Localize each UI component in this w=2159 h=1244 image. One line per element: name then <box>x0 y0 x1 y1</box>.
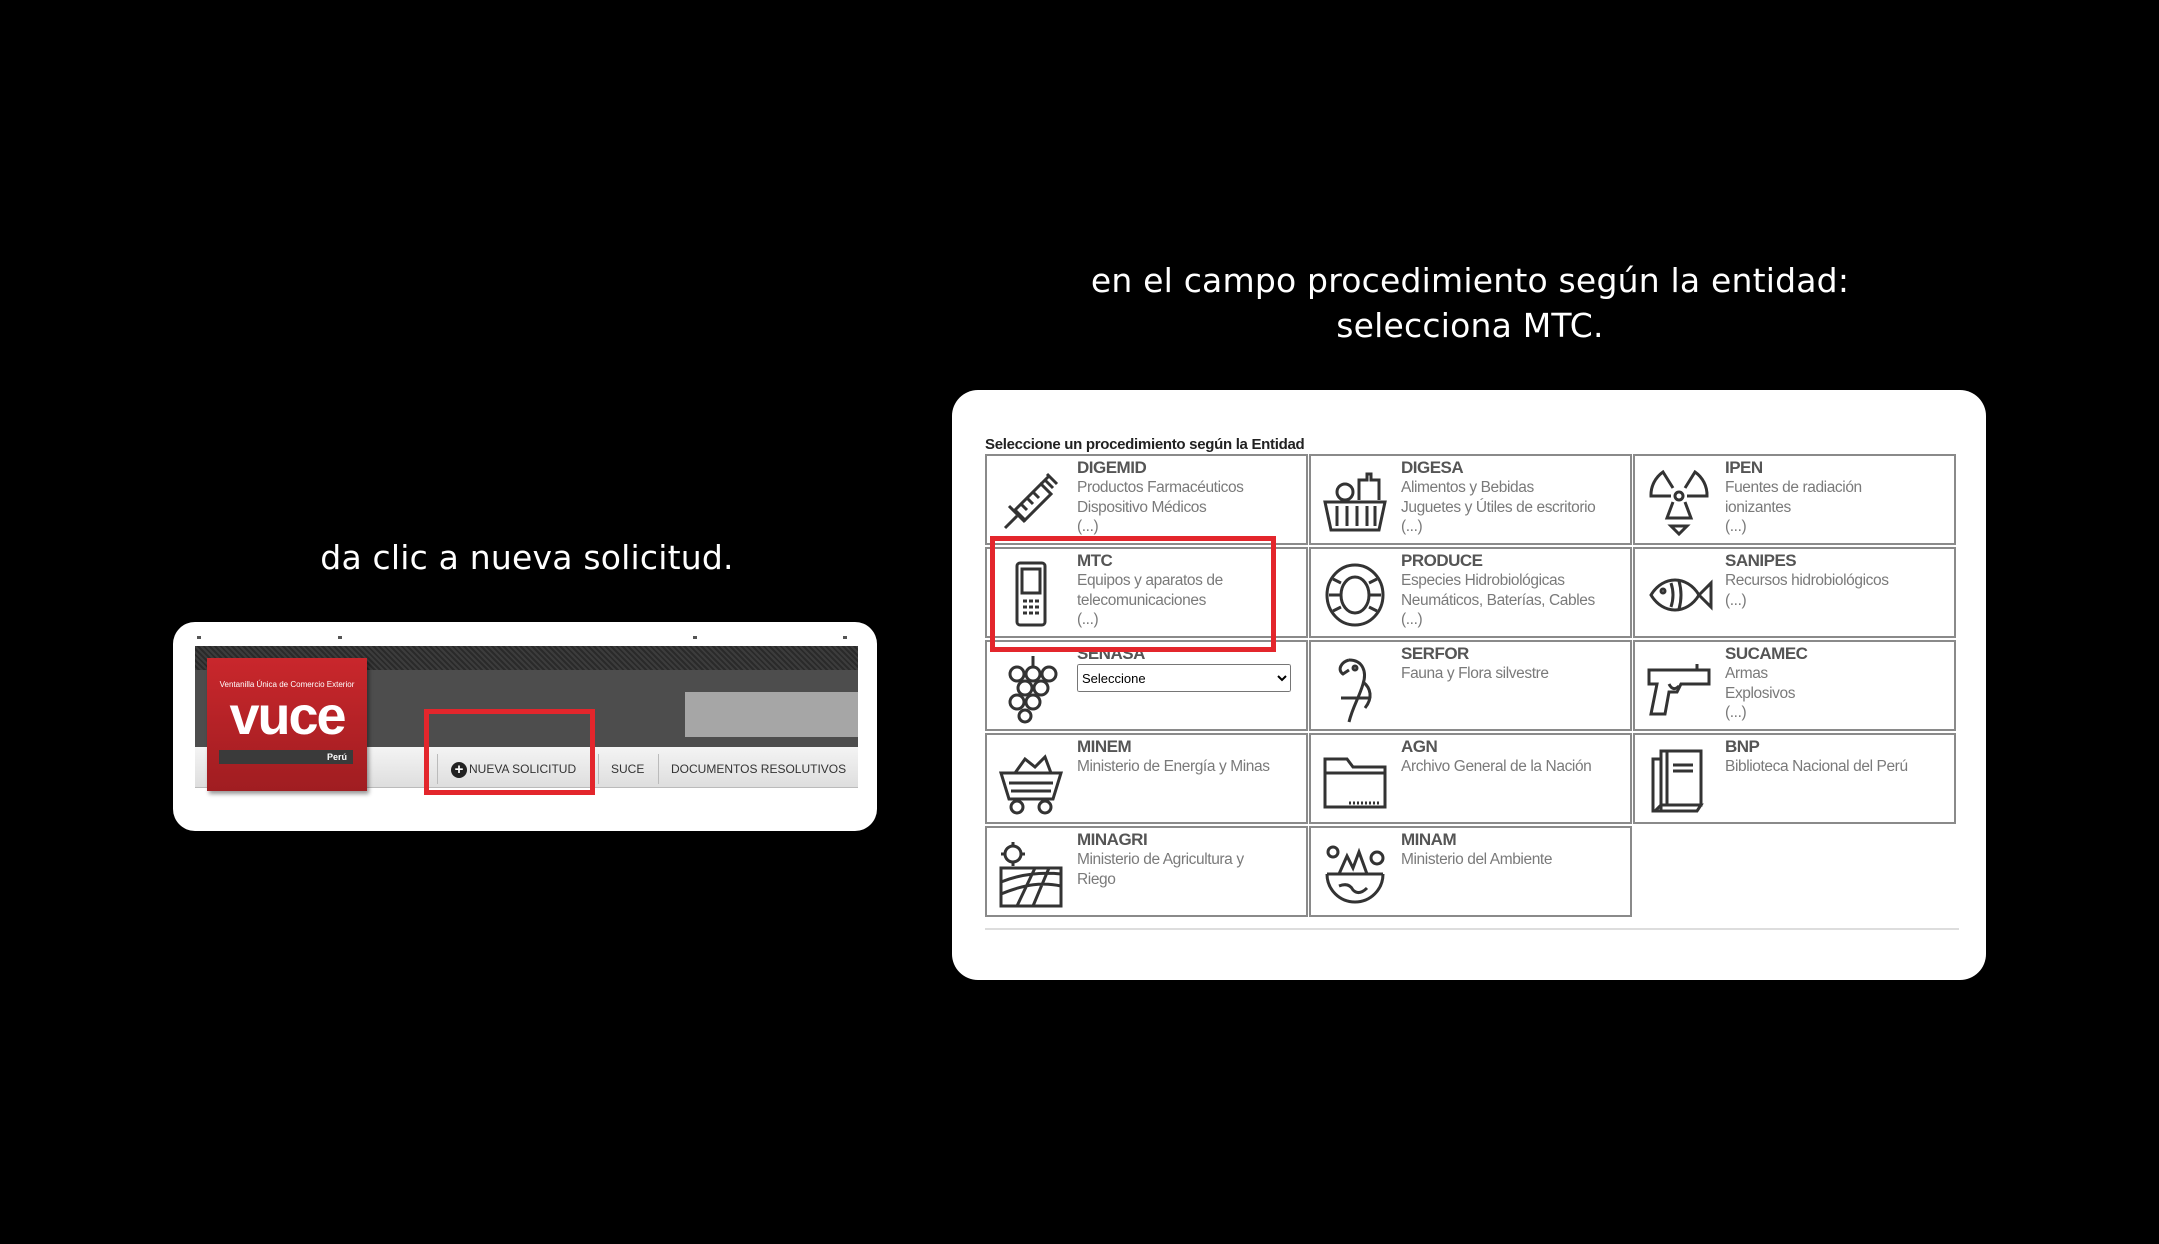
entity-name: MINAM <box>1401 830 1457 849</box>
food-basket-icon <box>1319 466 1391 538</box>
entity-cell-agn[interactable] <box>1309 733 1632 824</box>
entity-cell-sucamec[interactable] <box>1633 640 1956 731</box>
entity-name: BNP <box>1725 737 1760 756</box>
earth-icon <box>1319 838 1391 910</box>
instruction-caption-left: da clic a nueva solicitud. <box>320 538 734 577</box>
nav-documentos-resolutivos[interactable]: DOCUMENTOS RESOLUTIVOS <box>671 762 847 776</box>
radiation-icon <box>1643 466 1715 538</box>
entity-description: Fauna y Flora silvestre <box>1401 665 1549 682</box>
entity-description: Ministerio de Energía y Minas <box>1077 758 1270 775</box>
entity-description: Especies Hidrobiológicas Neumáticos, Baterías, Cables (...) <box>1401 572 1595 628</box>
parrot-icon <box>1319 652 1391 724</box>
nav-divider <box>658 754 659 784</box>
entity-name: MINEM <box>1077 737 1132 756</box>
entity-name: MTC <box>1077 551 1113 570</box>
entity-name: SENASA <box>1077 644 1145 663</box>
entity-cell-bnp[interactable] <box>1633 733 1956 824</box>
entity-name: PRODUCE <box>1401 551 1483 570</box>
entity-description: Archivo General de la Nación <box>1401 758 1592 775</box>
senasa-select[interactable] <box>1077 664 1291 692</box>
entity-cell-ipen[interactable] <box>1633 454 1956 545</box>
entity-name: IPEN <box>1725 458 1763 477</box>
field-icon <box>995 838 1067 910</box>
procedure-grid-title: Seleccione un procedimiento según la Entidad <box>985 436 1305 453</box>
tire-icon <box>1319 559 1391 631</box>
entity-cell-minem[interactable] <box>985 733 1308 824</box>
logo-subtitle: Ventanilla Única de Comercio Exterior <box>219 680 355 689</box>
instruction-line-1: en el campo procedimiento según la entidad: <box>1090 261 1850 300</box>
entity-description: Productos Farmacéuticos Dispositivo Médicos (...) <box>1077 479 1244 535</box>
entity-description: Armas Explosivos (...) <box>1725 665 1796 721</box>
entity-cell-senasa[interactable] <box>985 640 1308 731</box>
entity-cell-digesa[interactable] <box>1309 454 1632 545</box>
entity-name: SANIPES <box>1725 551 1797 570</box>
top-dots <box>173 636 877 639</box>
entity-description: Alimentos y Bebidas Juguetes y Útiles de escritorio (...) <box>1401 479 1596 535</box>
entity-name: AGN <box>1401 737 1438 756</box>
entity-name: SERFOR <box>1401 644 1469 663</box>
entity-grid <box>985 454 1959 912</box>
highlight-box <box>424 709 595 795</box>
header-search-box[interactable] <box>685 692 858 737</box>
entity-cell-produce[interactable] <box>1309 547 1632 638</box>
fish-icon <box>1643 559 1715 631</box>
entity-cell-minagri[interactable] <box>985 826 1308 917</box>
entity-name: MINAGRI <box>1077 830 1148 849</box>
new-request-label: NUEVA SOLICITUD <box>469 762 577 776</box>
vuce-logo[interactable] <box>207 658 367 791</box>
syringe-icon <box>995 466 1067 538</box>
logo-country: Perú <box>326 752 347 762</box>
entity-cell-minam[interactable] <box>1309 826 1632 917</box>
entity-name: DIGESA <box>1401 458 1464 477</box>
nav-suce[interactable]: SUCE <box>611 762 645 776</box>
entity-name: DIGEMID <box>1077 458 1147 477</box>
entity-description: Ministerio del Ambiente <box>1401 851 1553 868</box>
entity-cell-sanipes[interactable] <box>1633 547 1956 638</box>
entity-description: Biblioteca Nacional del Perú <box>1725 758 1908 775</box>
instruction-caption-right <box>950 258 1990 348</box>
vuce-header-screenshot <box>173 622 877 831</box>
entity-cell-serfor[interactable] <box>1309 640 1632 731</box>
entity-cell-digemid[interactable] <box>985 454 1308 545</box>
logo-country-bar <box>219 750 353 764</box>
gun-icon <box>1643 652 1715 724</box>
entity-description: Equipos y aparatos de telecomunicaciones (...) <box>1077 572 1223 628</box>
mine-cart-icon <box>995 745 1067 817</box>
entity-description: Recursos hidrobiológicos (...) <box>1725 572 1889 609</box>
grid-divider <box>985 928 1959 930</box>
highlight-box <box>990 536 1276 652</box>
books-icon <box>1643 745 1715 817</box>
plus-circle-icon: + <box>451 762 467 778</box>
logo-text: vuce <box>229 686 345 746</box>
entity-name: SUCAMEC <box>1725 644 1808 663</box>
entity-description: Fuentes de radiación ionizantes (...) <box>1725 479 1862 535</box>
grapes-icon <box>995 652 1067 724</box>
entity-description: Ministerio de Agricultura y Riego <box>1077 851 1244 888</box>
procedure-selector-screenshot <box>952 390 1986 980</box>
instruction-line-2: selecciona MTC. <box>1336 306 1604 345</box>
folder-icon <box>1319 745 1391 817</box>
nav-divider <box>598 754 599 784</box>
